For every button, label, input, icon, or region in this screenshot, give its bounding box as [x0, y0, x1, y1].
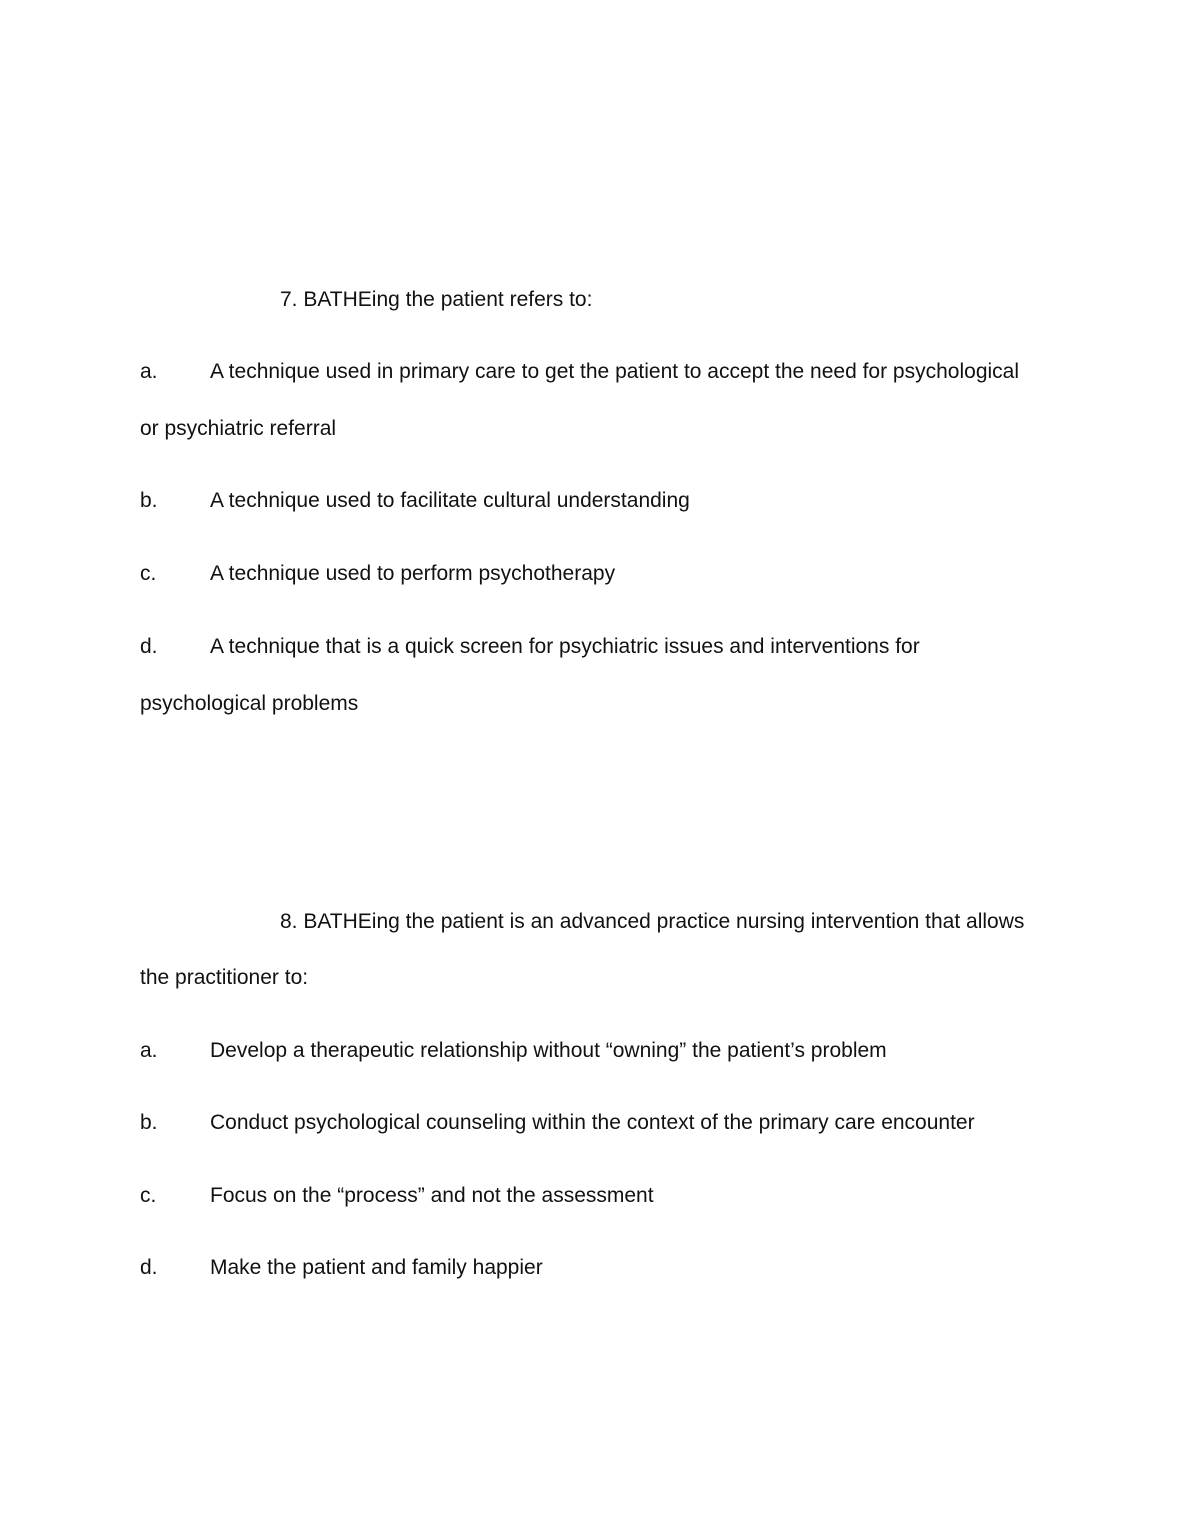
option-text: A technique used to perform psychotherapy	[210, 562, 616, 585]
option-text-continued: psychological problems	[140, 692, 359, 715]
option-letter: b.	[140, 489, 158, 512]
question-stem: 7. BATHEing the patient refers to:	[280, 288, 593, 311]
option-letter: c.	[140, 562, 157, 585]
option-letter: c.	[140, 1184, 157, 1207]
option-letter: a.	[140, 360, 158, 383]
option-letter: a.	[140, 1039, 158, 1062]
question-stem-continued: the practitioner to:	[140, 966, 309, 989]
option-text: Conduct psychological counseling within the context of the primary care encounter	[210, 1111, 975, 1134]
option-letter: d.	[140, 635, 158, 658]
option-text: A technique used to facilitate cultural understanding	[210, 489, 690, 512]
option-letter: b.	[140, 1111, 158, 1134]
option-text-continued: or psychiatric referral	[140, 417, 337, 440]
option-text: Make the patient and family happier	[210, 1256, 543, 1279]
option-text: Focus on the “process” and not the assessment	[210, 1184, 654, 1207]
option-text: A technique used in primary care to get the patient to accept the need for psychological	[210, 360, 1020, 383]
option-text: Develop a therapeutic relationship without “owning” the patient’s problem	[210, 1039, 887, 1062]
option-letter: d.	[140, 1256, 158, 1279]
option-text: A technique that is a quick screen for psychiatric issues and interventions for	[210, 635, 920, 658]
question-stem: 8. BATHEing the patient is an advanced practice nursing intervention that allows	[280, 910, 1025, 933]
